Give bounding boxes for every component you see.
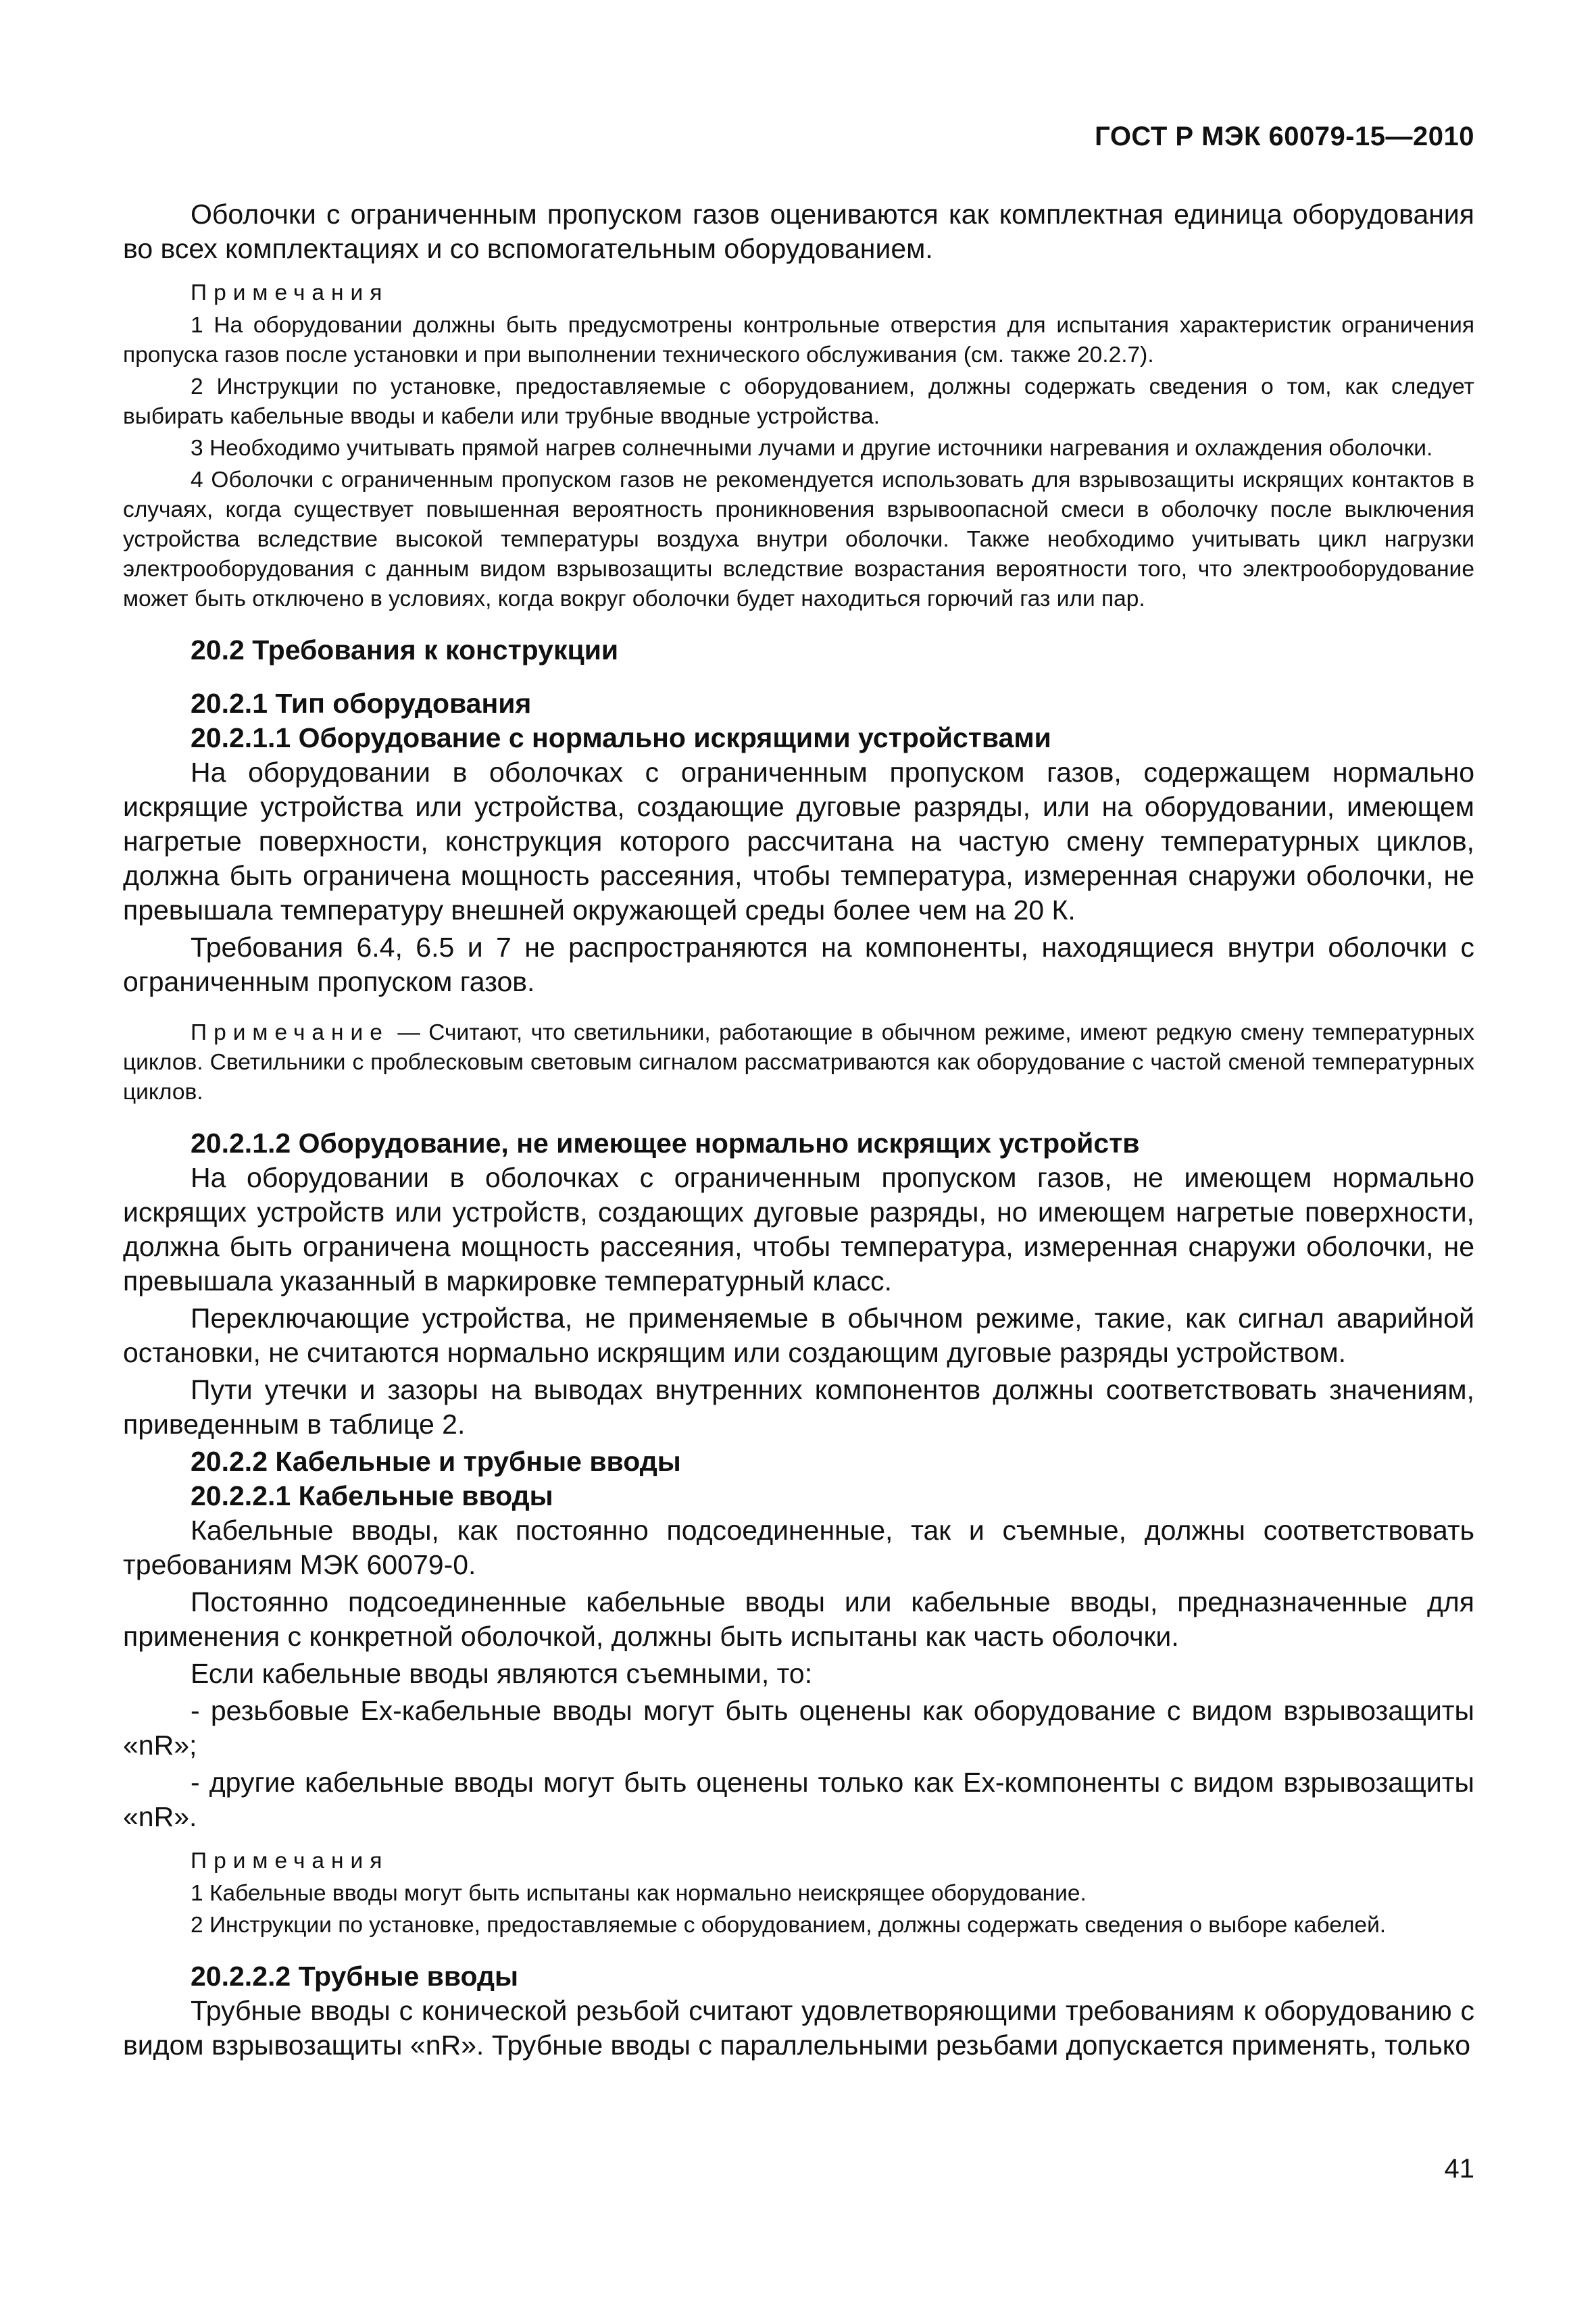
section-heading-20-2-1-2: 20.2.1.2 Оборудование, не имеющее нормально искрящих устройств: [191, 1128, 1140, 1159]
section-heading-20-2-2-1: 20.2.2.1 Кабельные вводы: [191, 1480, 553, 1511]
body-paragraph: Пути утечки и зазоры на выводах внутренних компонентов должны соответствовать значениям, приведенным в таблице 2.: [123, 1374, 1474, 1440]
note-item: 3 Необходимо учитывать прямой нагрев солнечными лучами и другие источники нагревания и охлаждения оболочки.: [191, 436, 1433, 461]
body-paragraph: Если кабельные вводы являются съемными, то:: [191, 1658, 813, 1689]
page-number: 41: [1444, 2154, 1474, 2184]
note-text: — Считают, что светильники, работающие в обычном режиме, имеют редкую смену температурных циклов. Светильники с проблесковым световым сигналом рассматриваются как оборудование с частой сменой температурных циклов.: [123, 1020, 1474, 1105]
body-paragraph: На оборудовании в оболочках с ограниченным пропуском газов, содержащем нормально искрящие устройства или устройства, создающие дуговые разряды, или на оборудовании, имеющем нагретые поверхности, конструкция которого рассчитана на частую смену температурных циклов, должна быть ограничена мощность рассеяния, чтобы температура, измеренная снаружи оболочки, не превышала температуру внешней окружающей среды более чем на 20 К.: [123, 757, 1474, 926]
section-heading-20-2-1: 20.2.1 Тип оборудования: [191, 688, 532, 719]
section-heading-20-2-1-1: 20.2.1.1 Оборудование с нормально искрящими устройствами: [191, 722, 1051, 753]
document-code-header: ГОСТ Р МЭК 60079-15—2010: [1095, 122, 1474, 151]
body-paragraph: Трубные вводы с конической резьбой считают удовлетворяющими требованиям к оборудованию с видом взрывозащиты «nR». Трубные вводы с параллельными резьбами допускается применять, только: [123, 1995, 1474, 2061]
section-heading-20-2: 20.2 Требования к конструкции: [191, 634, 619, 665]
section-heading-20-2-2: 20.2.2 Кабельные и трубные вводы: [191, 1446, 681, 1477]
notes-heading: Примечания: [191, 1848, 389, 1873]
body-paragraph: Требования 6.4, 6.5 и 7 не распространяются на компоненты, находящиеся внутри оболочки с ограниченным пропуском газов.: [123, 932, 1474, 997]
body-paragraph: Постоянно подсоединенные кабельные вводы или кабельные вводы, предназначенные для применения с конкретной оболочкой, должны быть испытаны как часть оболочки.: [123, 1586, 1474, 1652]
document-page: [123, 0, 1474, 2314]
body-paragraph: Кабельные вводы, как постоянно подсоединенные, так и съемные, должны соответствовать требованиям МЭК 60079-0.: [123, 1515, 1474, 1580]
body-paragraph: На оборудовании в оболочках с ограниченным пропуском газов, не имеющем нормально искрящих устройств или устройств, создающих дуговые разряды, но имеющем нагретые поверхности, должна быть ограничена мощность рассеяния, чтобы температура, измеренная снаружи оболочки, не превышала указанный в маркировке температурный класс.: [123, 1162, 1474, 1297]
note-label: Примечание: [191, 1020, 389, 1045]
note-item: 1 На оборудовании должны быть предусмотрены контрольные отверстия для испытания характеристик ограничения пропуска газов после установки и при выполнении технического обслуживания (см. также 20.2.7).: [123, 313, 1474, 368]
note-item: 2 Инструкции по установке, предоставляемые с оборудованием, должны содержать сведения о том, как следует выбирать кабельные вводы и кабели или трубные вводные устройства.: [123, 374, 1474, 429]
note-item: 4 Оболочки с ограниченным пропуском газов не рекомендуется использовать для взрывозащиты искрящих контактов в случаях, когда существует повышенная вероятность проникновения взрывоопасной смеси в оболочку после выключения устройства вследствие высокой температуры воздуха внутри оболочки. Также необходимо учитывать цикл нагрузки электрооборудования с данным видом взрывозащиты вследствие возрастания вероятности того, что электрооборудование может быть отключено в условиях, когда вокруг оболочки будет находиться горючий газ или пар.: [123, 468, 1474, 611]
list-item: - другие кабельные вводы могут быть оценены только как Ex-компоненты с видом взрывозащиты «nR».: [123, 1767, 1474, 1832]
page-content: [123, 197, 1474, 2065]
note-item: 2 Инструкции по установке, предоставляемые с оборудованием, должны содержать сведения о выборе кабелей.: [191, 1913, 1387, 1938]
inline-note: [123, 1018, 1474, 1107]
notes-heading: Примечания: [191, 280, 389, 305]
intro-paragraph: Оболочки с ограниченным пропуском газов оцениваются как комплектная единица оборудования во всех комплектациях и со вспомогательным оборудованием.: [123, 199, 1474, 264]
body-paragraph: Переключающие устройства, не применяемые в обычном режиме, такие, как сигнал аварийной остановки, не считаются нормально искрящим или создающим дуговые разряды устройством.: [123, 1303, 1474, 1368]
list-item: - резьбовые Ex-кабельные вводы могут быть оценены как оборудование с видом взрывозащиты «nR»;: [123, 1695, 1474, 1761]
note-item: 1 Кабельные вводы могут быть испытаны как нормально неискрящее оборудование.: [191, 1881, 1087, 1906]
section-heading-20-2-2-2: 20.2.2.2 Трубные вводы: [191, 1961, 519, 1992]
